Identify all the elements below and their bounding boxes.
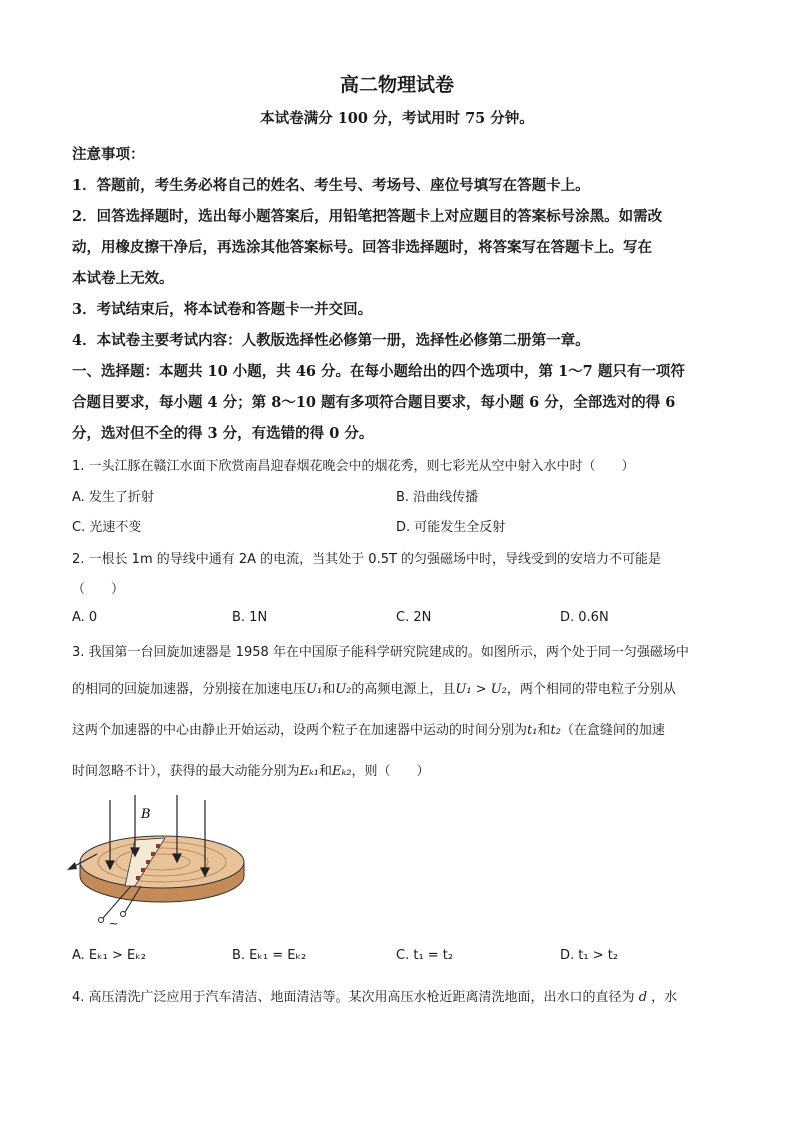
exam-info: 本试卷满分 100 分，考试用时 75 分钟。 xyxy=(260,110,534,127)
question-3-option-c: C. t₁ = t₂ xyxy=(396,948,454,963)
time-t2: t₂ xyxy=(550,723,561,738)
question-3-option-a: A. Eₖ₁ > Eₖ₂ xyxy=(72,948,147,963)
question-2-option-a: A. 0 xyxy=(72,610,98,625)
question-3-stem-line2 xyxy=(72,678,722,697)
page-title: 高二物理试卷 xyxy=(339,74,454,96)
notice-item-2-line3: 本试卷上无效。 xyxy=(72,270,174,287)
notice-item-1: 1．答题前，考生务必将自己的姓名、考生号、考场号、座位号填写在答题卡上。 xyxy=(72,177,590,194)
ac-source-label: ~ xyxy=(109,917,119,930)
cyclotron-figure xyxy=(65,790,245,930)
voltage-relation: U₁ > U₂ xyxy=(455,682,507,697)
notice-item-2-line1: 2．回答选择题时，选出每小题答案后，用铅笔把答题卡上对应题目的答案标号涂黑。如需改 xyxy=(72,208,663,225)
time-t1: t₁ xyxy=(527,723,538,738)
q3-text: 这两个加速器的中心由静止开始运动，设两个粒子在加速器中运动的时间分别为 xyxy=(72,723,528,738)
voltage-u2: U₂ xyxy=(335,682,352,697)
question-3-option-d: D. t₁ > t₂ xyxy=(560,948,619,963)
question-1-option-b: B. 沿曲线传播 xyxy=(396,490,479,505)
q3-text: 和 xyxy=(322,682,336,697)
diameter-d: d xyxy=(638,990,648,1005)
q3-text: 和 xyxy=(318,764,332,779)
notice-heading: 注意事项： xyxy=(72,146,145,163)
q3-text: 和 xyxy=(537,723,551,738)
question-2-option-b: B. 1N xyxy=(232,610,268,625)
q3-text: ，两个相同的带电粒子分别从 xyxy=(506,682,676,697)
question-2-option-c: C. 2N xyxy=(396,610,432,625)
q3-text: 时间忽略不计），获得的最大动能分别为 xyxy=(72,764,300,779)
q3-text: 的高频电源上，且 xyxy=(351,682,456,697)
question-3-stem-line3 xyxy=(72,719,722,738)
question-2-stem-line1: 2. 一根长 1m 的导线中通有 2A 的电流，当其处于 0.5T 的匀强磁场中时，导线受到的安培力不可能是 xyxy=(72,552,662,567)
notice-item-2-line2: 动，用橡皮擦干净后，再选涂其他答案标号。回答非选择题时，将答案写在答题卡上。写在 xyxy=(72,239,652,256)
energy-ek2: Eₖ₂ xyxy=(331,764,352,779)
notice-item-4: 4．本试卷主要考试内容：人教版选择性必修第一册，选择性必修第二册第一章。 xyxy=(72,332,590,349)
q4-text: ，水 xyxy=(651,990,678,1005)
disc-top xyxy=(80,836,244,888)
section1-instructions-line3: 分，选对但不全的得 3 分，有选错的得 0 分。 xyxy=(72,425,374,442)
q4-text: 4. 高压清洗广泛应用于汽车清洁、地面清洁等。某次用高压水枪近距离清洗地面，出水口的直径为 xyxy=(72,990,635,1005)
section1-instructions-line1: 一、选择题：本题共 10 小题，共 46 分。在每小题给出的四个选项中，第 1～7 题只有一项符 xyxy=(72,363,685,380)
voltage-u1: U₁ xyxy=(306,682,323,697)
q3-text: 的相同的回旋加速器，分别接在加速电压 xyxy=(72,682,307,697)
question-2-stem-line2: （ ） xyxy=(72,582,125,597)
section1-instructions-line2: 合题目要求，每小题 4 分；第 8～10 题有多项符合题目要求，每小题 6 分，全部选对的得 6 xyxy=(72,394,676,411)
question-2-option-d: D. 0.6N xyxy=(560,610,609,625)
question-1-stem: 1. 一头江豚在赣江水面下欣赏南昌迎春烟花晚会中的烟花秀，则七彩光从空中射入水中时（ ） xyxy=(72,459,635,474)
question-1-option-c: C. 光速不变 xyxy=(72,520,142,535)
question-3-stem-line1: 3. 我国第一台回旋加速器是 1958 年在中国原子能科学研究院建成的。如图所示，两个处于同一匀强磁场中 xyxy=(72,645,689,660)
question-4-stem-line1 xyxy=(72,986,722,1005)
question-1-option-d: D. 可能发生全反射 xyxy=(396,520,506,535)
notice-item-3: 3．考试结束后，将本试卷和答题卡一并交回。 xyxy=(72,301,373,318)
q3-text: （在盒缝间的加速 xyxy=(560,723,665,738)
exit-arrow-icon xyxy=(67,862,77,870)
q3-text: ，则（ ） xyxy=(351,764,430,779)
field-label-b: B xyxy=(141,807,151,822)
energy-ek1: Eₖ₁ xyxy=(299,764,319,779)
question-3-option-b: B. Eₖ₁ = Eₖ₂ xyxy=(232,948,307,963)
question-1-option-a: A. 发生了折射 xyxy=(72,490,154,505)
question-3-stem-line4 xyxy=(72,760,722,779)
